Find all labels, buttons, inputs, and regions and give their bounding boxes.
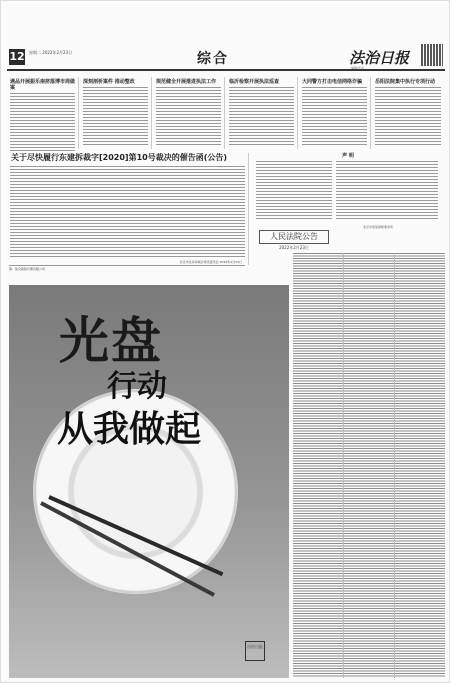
editor-line: 编辑/张冰 — [351, 66, 365, 70]
masthead-logo: 法治日报 — [349, 49, 410, 67]
column-headline: 遇品开展振乐南挤落博市周做案 — [10, 79, 76, 91]
notice-signature: 北京市住房和城乡建设委员会 2022年2月23日 — [179, 260, 242, 264]
poster-slogan-line-1: 光盘 — [59, 312, 163, 370]
page-number: 12 — [9, 50, 25, 63]
column-body — [375, 87, 441, 145]
notice-footer: 第：集众保险代理有限公司 — [9, 265, 245, 271]
notice-body — [10, 166, 245, 258]
court-notice-body — [293, 253, 445, 678]
court-notice-text — [293, 253, 445, 678]
column-divider — [394, 253, 395, 678]
right-notice-body — [336, 161, 438, 221]
column-headline: 临沂检察开展执法巡查 — [229, 79, 280, 85]
column-divider — [343, 253, 344, 678]
news-column-5 — [299, 77, 371, 149]
news-column-3 — [153, 77, 225, 149]
column-headline: 岳阳法院集中执行专项行动 — [375, 79, 436, 85]
poster-slogan-line-3: 从我做起 — [57, 409, 202, 450]
news-column-2 — [80, 77, 152, 149]
column-body — [83, 87, 148, 145]
issue-date: 星期二 2022年2月23日 — [29, 50, 73, 55]
column-headline: 深刻剖析案件 推动整改 — [83, 79, 135, 85]
poster-stamp: 法治日报 — [245, 641, 265, 661]
right-notice — [333, 161, 441, 223]
column-body — [229, 87, 294, 145]
column-headline: 规范健全开展推进执法工作 — [156, 79, 217, 85]
news-column-6 — [372, 77, 444, 149]
court-notice-title: 人民法院公告 — [259, 230, 329, 244]
demolition-notice — [7, 153, 249, 265]
column-body — [10, 93, 75, 151]
section-title: 综合 — [197, 51, 229, 67]
news-column-1 — [7, 77, 79, 149]
news-column-4 — [226, 77, 298, 149]
column-body — [302, 87, 367, 145]
declaration-body — [256, 161, 332, 221]
right-notice-signature: 北京市某某律师事务所 — [363, 225, 394, 229]
qr-code-icon — [421, 44, 443, 66]
page-header — [7, 47, 445, 71]
declaration-title: 声 明 — [342, 153, 354, 159]
notice-title: 关于尽快履行东建拆裁字[2020]第10号裁决的催告函(公告) — [11, 153, 228, 162]
poster-slogan-line-2: 行动 — [107, 369, 167, 404]
column-headline: 大同警方打击电信网络诈骗 — [302, 79, 363, 85]
court-notice-date: 2022年2月23日 — [279, 245, 309, 250]
column-body — [156, 87, 221, 145]
